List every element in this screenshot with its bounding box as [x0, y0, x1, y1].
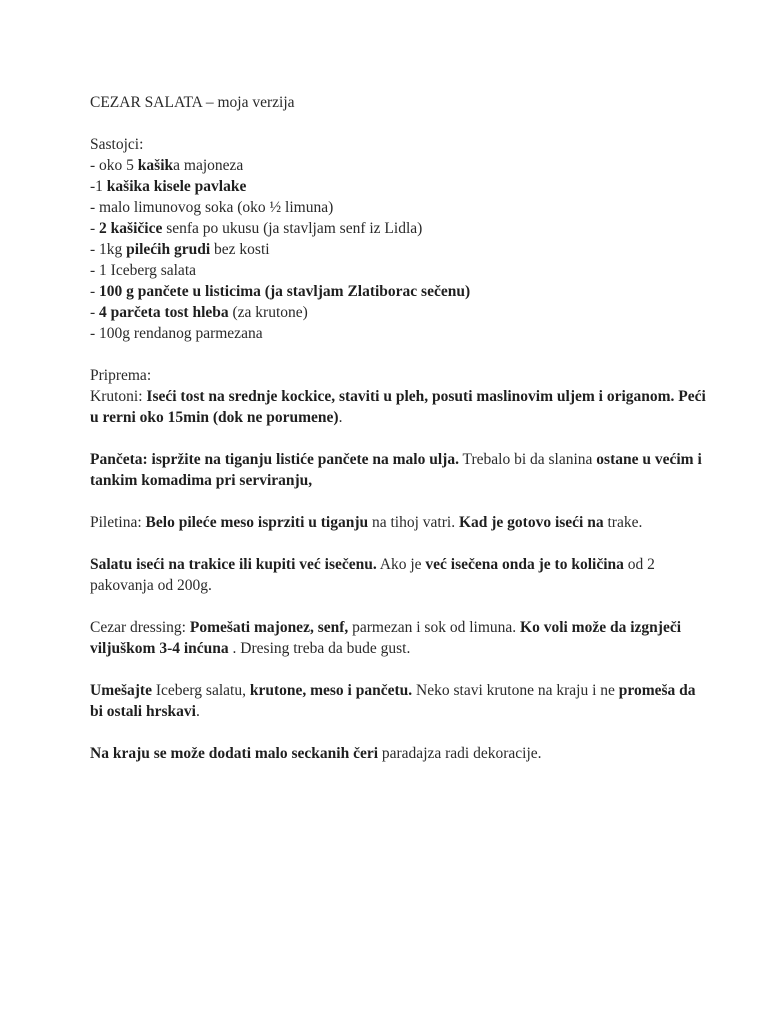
text-run: Krutoni: — [90, 388, 147, 405]
bold-text-run: krutone, meso i pančetu. — [249, 682, 413, 699]
ingredient-item — [90, 176, 710, 197]
ingredients-list — [90, 155, 710, 344]
text-run: na tihoj vatri. — [368, 514, 459, 531]
bold-text-run: pilećih grudi — [126, 241, 211, 258]
bold-text-run: Pančeta: — [90, 451, 152, 468]
text-run: . — [338, 409, 343, 426]
prep-dressing — [90, 617, 710, 659]
prep-croutons — [90, 386, 710, 428]
text-run: trake. — [603, 514, 643, 531]
text-run: - — [90, 220, 100, 237]
bold-text-run: Belo pileće meso isprziti u tiganju — [145, 514, 369, 531]
preparation-heading: Priprema: — [90, 367, 152, 384]
text-run: a majoneza — [173, 157, 244, 174]
ingredient-item — [90, 281, 710, 302]
bold-text-run: kašika kisele pavlake — [106, 178, 247, 195]
bold-text-run: ispržite na tiganju listiće pančete na malo ulja. — [151, 451, 459, 468]
ingredient-item — [90, 239, 710, 260]
ingredient-item — [90, 155, 710, 176]
bold-text-run: Ko voli može da izgnječi viljuškom 3-4 inćuna — [90, 619, 682, 657]
text-run: - oko 5 — [90, 157, 138, 174]
recipe-title: CEZAR SALATA – moja verzija — [90, 94, 295, 111]
bold-text-run: Umešajte — [90, 682, 152, 699]
text-run: - — [90, 283, 100, 300]
bold-text-run: promeša da bi ostali hrskavi — [90, 682, 696, 720]
ingredient-item — [90, 197, 710, 218]
ingredient-item — [90, 323, 710, 344]
bold-text-run: 100 g pančete u listicima (ja stavljam Zlatiborac sečenu) — [99, 283, 471, 300]
text-run: - 1 Iceberg salata — [90, 262, 197, 279]
bold-text-run: Kad je gotovo iseći na — [458, 514, 604, 531]
bold-text-run: 2 kašičice — [99, 220, 163, 237]
text-run: bez kosti — [210, 241, 270, 258]
text-run: (za krutone) — [228, 304, 308, 321]
text-run: - 100g rendanog parmezana — [90, 325, 263, 342]
ingredients-heading: Sastojci: — [90, 136, 144, 153]
text-run: - 1kg — [90, 241, 127, 258]
text-run: - malo limunovog soka (oko ½ limuna) — [90, 199, 334, 216]
ingredient-item — [90, 260, 710, 281]
spacer — [90, 113, 710, 134]
prep-lettuce — [90, 554, 710, 596]
bold-text-run: ostane u većim i tankim komadima pri serviranju, — [90, 451, 702, 489]
text-run: parmezan i sok od limuna. — [348, 619, 521, 636]
prep-chicken — [90, 512, 710, 533]
prep-pancetta — [90, 449, 710, 491]
bold-text-run: već isečena onda je to količina — [425, 556, 624, 573]
ingredient-item — [90, 218, 710, 239]
text-run: Cezar dressing: — [90, 619, 190, 636]
recipe-content — [90, 92, 710, 785]
text-run: senfa po ukusu (ja stavljam senf iz Lidla) — [162, 220, 423, 237]
text-run: od 2 pakovanja od 200g. — [90, 556, 655, 594]
text-run: Neko stavi krutone na kraju i ne — [412, 682, 619, 699]
text-run: paradajza radi dekoracije. — [378, 745, 542, 762]
prep-mixing — [90, 680, 710, 722]
text-run: Piletina: — [90, 514, 146, 531]
bold-text-run: 4 parčeta tost hleba — [99, 304, 229, 321]
bold-text-run: Salatu iseći na trakice ili kupiti već isečenu. — [90, 556, 377, 573]
prep-garnish — [90, 743, 710, 764]
text-run: Iceberg salatu, — [151, 682, 250, 699]
text-run: - — [90, 304, 100, 321]
text-run: Ako je — [376, 556, 426, 573]
text-run: . — [195, 703, 200, 720]
text-run: . Dresing treba da bude gust. — [228, 640, 411, 657]
text-run: Trebalo bi da slanina — [458, 451, 597, 468]
bold-text-run: Iseći tost na srednje kockice, staviti u pleh, posuti maslinovim uljem i origanom. Peći u rerni oko 15min (dok ne porumene) — [90, 388, 706, 426]
bold-text-run: Pomešati majonez, senf, — [189, 619, 349, 636]
spacer — [90, 344, 710, 365]
ingredient-item — [90, 302, 710, 323]
bold-text-run: kašik — [137, 157, 174, 174]
text-run: -1 — [90, 178, 107, 195]
bold-text-run: Na kraju se može dodati malo seckanih čeri — [90, 745, 379, 762]
